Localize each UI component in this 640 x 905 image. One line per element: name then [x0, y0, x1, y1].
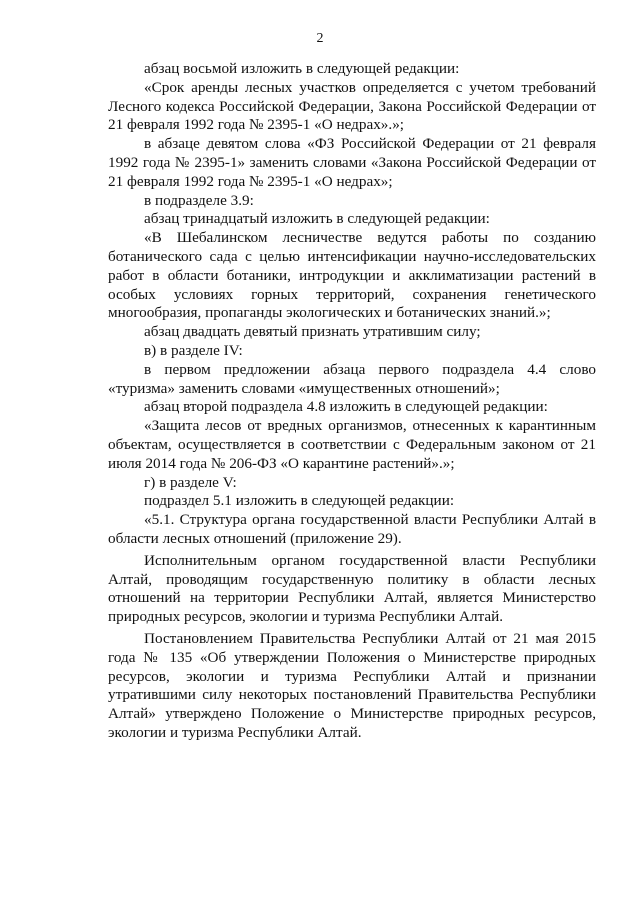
paragraph: абзац второй подраздела 4.8 изложить в следующей редакции: [144, 398, 548, 416]
paragraph: в) в разделе IV: [144, 341, 243, 359]
paragraph: Постановлением Правительства Республики Алтай от 21 мая 2015 года № 135 «Об утверждении Положения о Министерстве природных ресурсов, экологии и туризма Республики Алтай и признании утратившими силу некоторых постановлений Правительства Республики Алтай» утверждено Положение о Министерстве природных ресурсов, экологии и туризма Республики Алтай. [108, 629, 596, 741]
paragraph: «В Шебалинском лесничестве ведутся работы по созданию ботанического сада с целью интенсификации научно-исследовательских работ в области ботаники, интродукции и акклиматизации растений в особых условиях горных территорий, сохранения генетического многообразия, пропаганды экологических и ботанических знаний.»; [108, 229, 596, 322]
paragraph: «Срок аренды лесных участков определяется с учетом требований Лесного кодекса Российской Федерации, Закона Российской Федерации от 21 февраля 1992 года № 2395-1 «О недрах».»; [108, 78, 596, 134]
paragraph: абзац восьмой изложить в следующей редакции: [144, 60, 460, 77]
paragraph: в подразделе 3.9: [144, 191, 254, 209]
paragraph: г) в разделе V: [144, 473, 237, 491]
paragraph: «Защита лесов от вредных организмов, отнесенных к карантинным объектам, осуществляется в соответствии с Федеральным законом от 21 июля 2014 года № 206-ФЗ «О карантине растений».»; [108, 417, 596, 472]
paragraph: в абзаце девятом слова «ФЗ Российской Федерации от 21 февраля 1992 года № 2395-1» заменить словами «Закона Российской Федерации от 21 февраля 1992 года № 2395-1 «О недрах»; [108, 135, 596, 190]
paragraph: подраздел 5.1 изложить в следующей редакции: [144, 492, 455, 510]
paragraph: абзац двадцать девятый признать утратившим силу; [144, 323, 481, 341]
paragraph: абзац тринадцатый изложить в следующей редакции: [144, 210, 490, 228]
paragraph: в первом предложении абзаца первого подраздела 4.4 слово «туризма» заменить словами «имущественных отношений»; [108, 360, 596, 397]
paragraph: «5.1. Структура органа государственной власти Республики Алтай в области лесных отношений (приложение 29). [108, 511, 596, 547]
page-number: 2 [316, 31, 324, 46]
paragraph: Исполнительным органом государственной власти Республики Алтай, проводящим государственную политику в области лесных отношений на территории Республики Алтай, является Министерство природных ресурсов, экологии и туризма Республики Алтай. [108, 551, 596, 626]
document-body [108, 60, 596, 743]
